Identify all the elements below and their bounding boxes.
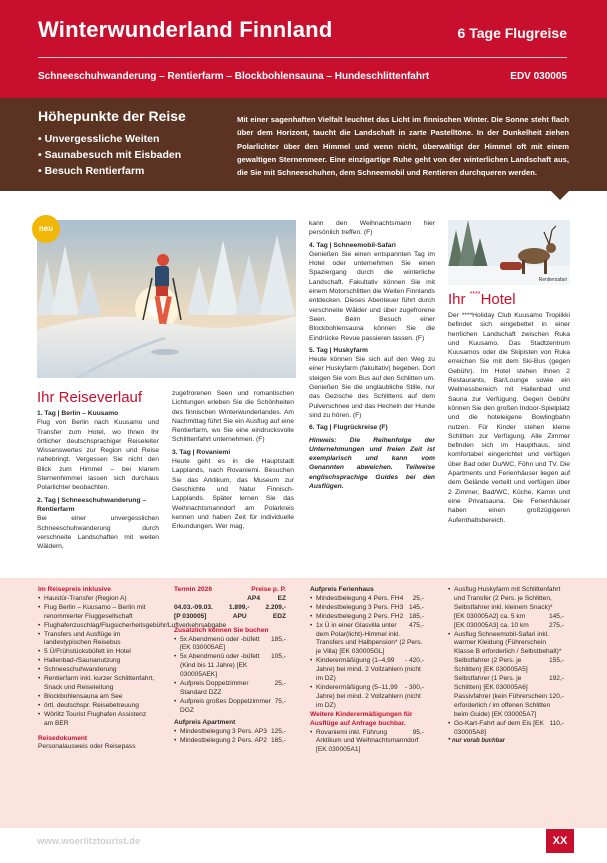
itinerary-day: 2. Tag | Schneeschuhwanderung – Rentierfarm Bei einer unvergesslichen Schneeschuhwanderung durch verschneite Landschaften mit weiten Wäldern, bbox=[37, 496, 159, 551]
apartment-title: Aufpreis Apartment bbox=[174, 718, 236, 726]
itinerary-column-2 bbox=[172, 389, 294, 534]
included-item: • Flug Berlin – Kuusamo – Berlin mit renommierter Fluggesellschaft bbox=[38, 603, 146, 620]
child-discount-title: Weitere Kinderermäßigungen für Ausflüge auf Anfrage buchbar. bbox=[310, 710, 413, 727]
highlight-item: • Saunabesuch mit Eisbaden bbox=[38, 149, 182, 161]
hotel-stars: **** bbox=[469, 291, 481, 298]
extra-item: • 75,- Aufpreis großes Doppelzimmer DGZ bbox=[174, 697, 286, 714]
highlight-item: • Besuch Rentierfarm bbox=[38, 165, 145, 177]
itinerary-day: 6. Tag | Flugrückreise (F) bbox=[309, 424, 388, 432]
website-url[interactable]: www.woerlitztourist.de bbox=[37, 836, 141, 847]
itinerary-title: Ihr Reiseverlauf bbox=[37, 389, 143, 406]
price-header-row-2: [P 030005] APU EDZ bbox=[174, 612, 286, 620]
extras-title: Zusätzlich können Sie buchen bbox=[174, 626, 269, 634]
holiday-item: • 475,- 1x Ü in einer Glasvilla unter dem Polar(licht)-Himmel inkl. Transfers und Halbpension* (2 Pers. je Villa) [EK 030005GL] bbox=[310, 621, 424, 656]
reindeer-photo-illustration bbox=[448, 220, 570, 285]
excursion-price: 120,- Passivfahrer (kein Führerschein erforderlich / im offenen Schlitten beim Guide) [EK 030005A7] bbox=[454, 692, 564, 718]
apartment-item: • 165,- Mindestbelegung 2 Pers. AP2 bbox=[174, 736, 286, 744]
included-item: • Blockbohlensauna am See bbox=[38, 692, 123, 700]
excursion-price: 275,- [EK 030005A3] ca. 10 km bbox=[454, 621, 564, 629]
included-item: • Rentierfarm inkl. kurzer Schlittenfahrt, Snack und Reiseleitung bbox=[38, 675, 155, 691]
excursions-column bbox=[448, 586, 564, 746]
excursion-item: • Ausflug Schneemobil-Safari inkl. warmer Kleidung (Führerschein Klasse B erforderlich / Selbstbehalt)* bbox=[448, 630, 562, 656]
itinerary-day: 3. Tag | Rovaniemi Heute geht es in die Hauptstadt Lapplands, nach Rovaniemi. Besuchen Sie das Arktikum, das Museum zur Geschichte und Natur Finnisch-Lapplands. Später lernen Sie das Weihnachtsmanndorf am Polarkreis kennen und haben Zeit für individuelle Erkundungen. Wer mag, bbox=[172, 448, 294, 531]
included-title: Im Reisepreis inklusive bbox=[38, 586, 111, 593]
holiday-title: Aufpreis Ferienhaus bbox=[310, 586, 374, 593]
excursion-item: • 110,- Go-Kart-Fahrt auf dem Eis [EK 030005A8] bbox=[448, 719, 564, 736]
itinerary-column-3 bbox=[309, 219, 435, 494]
child-item: • 95,- Rovaniemi inkl. Führung Arktikum und Weihnachtsmanndorf [EK 030005A1] bbox=[310, 728, 424, 754]
excursion-item: • Ausflug Huskyfarm mit Schlittenfahrt und Transfer (2 Pers. je Schlitten, Selbstfahrer inkl. kleinem Snack)* bbox=[448, 586, 561, 611]
section-notch bbox=[551, 191, 569, 200]
header-divider bbox=[38, 57, 567, 58]
excursion-price: 145,- [EK 030005A2] ca. 5 km bbox=[454, 612, 564, 620]
included-item: • Schneeschuhwanderung bbox=[38, 666, 117, 674]
hotel-title: Ihr ****Hotel bbox=[448, 291, 516, 308]
included-item: • Flughafenzuschlag/Flugsicherheitsgebühr/Luftverkehrsabgabe bbox=[38, 621, 227, 629]
document-title: Reisedokument bbox=[38, 734, 88, 742]
highlight-item: • Unvergessliche Weiten bbox=[38, 133, 160, 145]
included-item: • örtl. deutschspr. Reisebetreuung bbox=[38, 701, 139, 709]
highlights-list bbox=[38, 131, 181, 179]
holiday-item: • 185,- Mindestbelegung 2 Pers. FH2 bbox=[310, 612, 424, 620]
page-number-badge: XX bbox=[546, 829, 574, 853]
dates-column bbox=[174, 586, 286, 745]
holiday-column bbox=[310, 586, 424, 755]
itinerary-day: 5. Tag | Huskyfarm Heute können Sie sich auf den Weg zu einer Huskyfarm (fakultativ) begeben. Dort steigen Sie vom Bus auf den Schlitten um. Genießen Sie die unglaubliche Stille, nur das Gezische des Schlittens auf dem Pulverschnee und das Hecheln der Hunde sind zu hören. (F) bbox=[309, 346, 435, 419]
extra-item: • 25,- Aufpreis Doppelzimmer Standard DZZ bbox=[174, 680, 286, 696]
extra-item: • 105,- 5x Abendmenü oder -büfett (Kind bis 11 Jahre) [EK 030005AEK] bbox=[174, 653, 286, 679]
photo-caption: Rentiersafari bbox=[538, 277, 567, 283]
apartment-item: • 125,- Mindestbelegung 3 Pers. AP3 bbox=[174, 727, 286, 735]
highlights-section bbox=[0, 98, 607, 191]
included-item: • 5 Ü/Frühstücksbüfett im Hotel bbox=[38, 648, 131, 656]
snowshoe-photo-illustration bbox=[37, 220, 296, 378]
hotel-description: Der ****Holiday Club Kuusamo Tropiikki befindet sich eingebettet in einer herrlichen Landschaft zwischen Ruka und Kuusamo. Das Stadtzentrum Kuusamos oder die Skipisten von Ruka erreichen Sie mit dem Ski-Bus (gegen Gebühr). Im Hotel stehen Ihnen 2 Restaurants, Bar/Lounge sowie ein Wellnessbereich mit Hallenbad und Sauna zur Verfügung. Gegen Gebühr können Sie den großen Indoor-Spielplatz und die hoteleigene Bowlingbahn nutzen. Für Kinder stehen kleine Schlitten zur Verfügung. Alle Zimmer befinden sich im Haupthaus, sind komfortabel eingerichtet und verfügen über Bad oder Du/WC, Föhn und TV. Die Apartments und Ferienhäuser liegen auf dem Gelände verteilt und verfügen über 2 Zimmer, Bad/WC, Küche, Kamin und eine Privatsauna. Die Ferienhäuser haben einen großzügigeren Aufenthaltsbereich. bbox=[448, 312, 570, 524]
trip-duration: 6 Tage Flugreise bbox=[457, 25, 567, 41]
excursion-price: 192,- Selbstfahrer (1 Pers. je Schlitten) [EK 030005A6] bbox=[454, 675, 564, 691]
included-item: • Transfers und Ausflüge im landestypischen Reisebus bbox=[38, 630, 121, 647]
itinerary-day: zugefrorenen Seen und romantischen Lichtungen erleben Sie die Schönheiten des finnischen Winterwunderlandes. Am Nachmittag führt Sie ein Ausflug auf eine Rentierfarm, wo Sie eine eindrucksvolle Schlittenfahrt unternehmen. (F) bbox=[172, 390, 294, 444]
holiday-item: • 25,- Mindestbelegung 4 Pers. FH4 bbox=[310, 594, 424, 602]
trip-code: EDV 030005 bbox=[510, 71, 567, 82]
snowshoe-photo bbox=[37, 220, 296, 378]
page-title: Winterwunderland Finnland bbox=[38, 17, 333, 42]
itinerary-note: Hinweis: Die Reihenfolge der Unternehmungen und freien Zeit ist exemplarisch und kann vom Genannten abweichen. Teilweise englischsprachige Guides bei den Ausflügen. bbox=[309, 436, 435, 491]
itinerary-day: 1. Tag | Berlin – Kuusamo Flug von Berlin nach Kuusamo und Transfer zum Hotel, wo Ihnen Ihr örtlicher deutschsprachiger Reiseleiter Wissenswertes zur Region und Reise nahebringt. Vergessen Sie nicht den Blick zum Himmel – bei klarem Sternenhimmel lassen sich durchaus Polarlichter beobachten. bbox=[37, 410, 159, 492]
reindeer-photo bbox=[448, 220, 570, 285]
included-item: • Haustür-Transfer (Region A) bbox=[38, 594, 127, 602]
included-item: • Wörlitz Tourist Flughafen Assistenz am BER bbox=[38, 710, 147, 727]
holiday-item: • 145,- Mindestbelegung 3 Pers. FH3 bbox=[310, 603, 424, 611]
dates-header: Termin 2026 Preise p. P. bbox=[174, 586, 286, 593]
excursion-price: 155,- Selbstfahrer (2 Pers. je Schlitten) [EK 030005A5] bbox=[454, 657, 564, 674]
itinerary-day: kann den Weihnachtsmann hier persönlich treffen. (F) bbox=[309, 220, 435, 237]
header-banner bbox=[0, 0, 607, 98]
extra-item: • 185,- 5x Abendmenü oder -büfett [EK 030005AE] bbox=[174, 635, 286, 652]
holiday-item: • - 420,- Kinderermäßigung (1–4,99 Jahre) bei mind. 2 Vollzahlern (nicht im DZ) bbox=[310, 657, 424, 683]
itinerary-column-1 bbox=[37, 409, 159, 554]
trip-subtitle: Schneeschuhwanderung – Rentierfarm – Blockbohlensauna – Hundeschlittenfahrt bbox=[38, 71, 430, 82]
included-item: • Hallenbad-/Saunanutzung bbox=[38, 657, 121, 665]
intro-text: Mit einer sagenhaften Vielfalt leuchtet das Licht im finnischen Winter. Die Sonne steht flach über dem Horizont, taucht die Landschaft in zarte Pastelltöne. In der Dunkelheit ziehen Polarlichter über den Himmel und wenn nicht, überwältigt der Himmel oft mit einem gewaltigen Sternenmeer. Eine einzigartige Ruhe geht von der winterlichen Landschaft aus, die Sie mit Schneeschuhen, dem Schneemobil und Rentieren durchqueren werden. bbox=[237, 115, 569, 178]
footnote: * nur vorab buchbar bbox=[448, 738, 506, 745]
itinerary-day: 4. Tag | Schneemobil-Safari Genießen Sie einen entspannten Tag im Hotel oder unternehmen Sie einen Spaziergang durch die winterliche Landschaft. Fakultativ können Sie mit einem Motorschlitten die Weiten Finnlands entdecken. Dieses Abenteuer führt durch verschneite Wälder und über zugefrorene Seen. Beim Besuch einer Blockbohlensauna können Sie die Eindrücke Revue passieren lassen. (F) bbox=[309, 241, 435, 342]
date-row: 04.03.-09.03. 1.899,- 2.209,- bbox=[174, 603, 286, 611]
new-badge: neu bbox=[32, 215, 60, 243]
document-text: Personalausweis oder Reisepass bbox=[38, 743, 136, 751]
price-header-row: AP4 EZ bbox=[247, 594, 286, 602]
highlights-title: Höhepunkte der Reise bbox=[38, 108, 186, 124]
holiday-item: • - 300,- Kinderermäßigung (5–11,99 Jahre) bei mind. 2 Vollzahlern (nicht im DZ) bbox=[310, 683, 424, 709]
